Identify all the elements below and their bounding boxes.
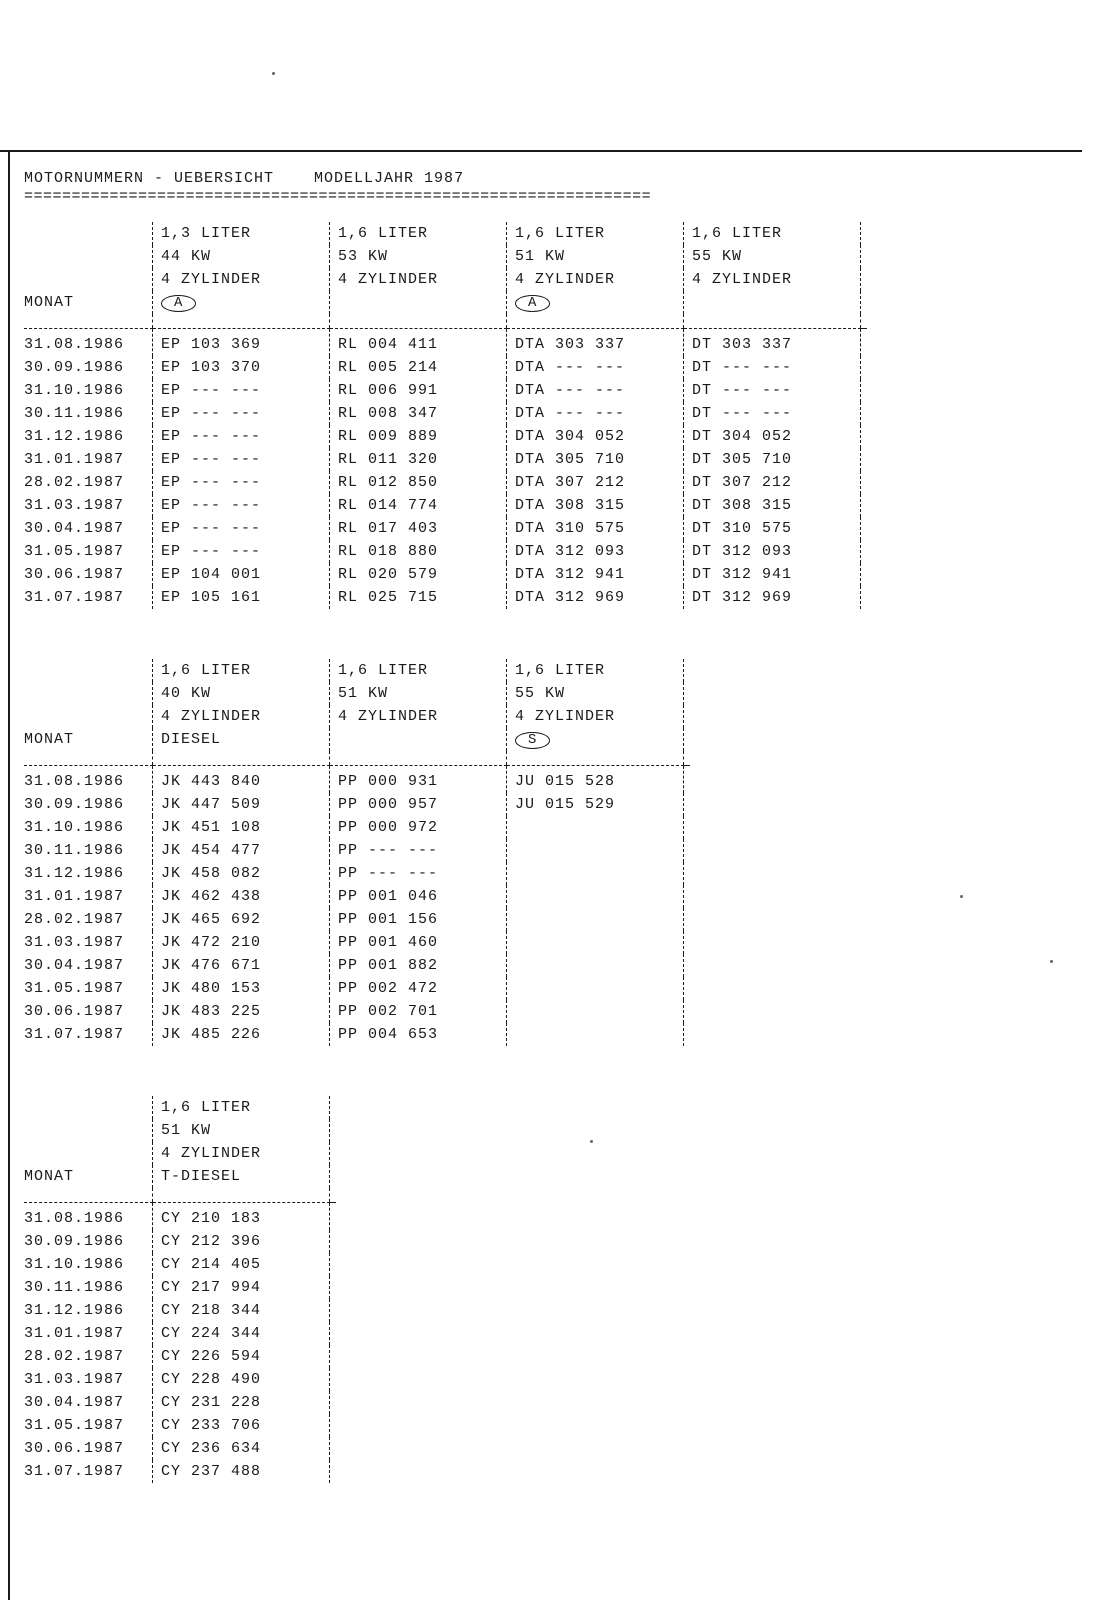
engine-number-cell: PP 001 156 <box>330 908 507 931</box>
engine-number-cell: DTA 308 315 <box>507 494 684 517</box>
table-row <box>24 448 867 471</box>
table-row <box>24 1230 336 1253</box>
table-row <box>24 1023 690 1046</box>
engine-number-cell: EP --- --- <box>153 448 330 471</box>
engine-number-cell: CY 224 344 <box>153 1322 330 1345</box>
table-row <box>24 862 690 885</box>
table-row <box>24 931 690 954</box>
engine-number-cell: DT --- --- <box>684 356 861 379</box>
engine-number-cell: DT --- --- <box>684 402 861 425</box>
engine-number-cell: PP 002 472 <box>330 977 507 1000</box>
column-header-line3: 4 ZYLINDER <box>507 268 684 291</box>
engine-number-cell: JK 480 153 <box>153 977 330 1000</box>
table-row <box>24 517 867 540</box>
engine-number-cell: EP --- --- <box>153 471 330 494</box>
engine-number-cell: EP 103 370 <box>153 356 330 379</box>
table-row <box>24 586 867 609</box>
month-date-cell: 31.01.1987 <box>24 1325 125 1342</box>
engine-number-cell: CY 226 594 <box>153 1345 330 1368</box>
engine-number-cell: DT 312 941 <box>684 563 861 586</box>
column-header-line2: 44 KW <box>153 245 330 268</box>
column-header-line1: 1,6 LITER <box>330 222 507 245</box>
month-date-cell: 31.10.1986 <box>24 1256 125 1273</box>
month-date-cell: 31.01.1987 <box>24 451 125 468</box>
column-header-line3: 4 ZYLINDER <box>153 1142 330 1165</box>
engine-number-cell: EP --- --- <box>153 540 330 563</box>
engine-number-cell: JU 015 529 <box>507 793 684 816</box>
table-row <box>24 1391 336 1414</box>
table-row <box>24 425 867 448</box>
engine-number-cell: DT 305 710 <box>684 448 861 471</box>
column-header-line2: 51 KW <box>153 1119 330 1142</box>
month-date-cell: 31.01.1987 <box>24 888 125 905</box>
column-header-line3: 4 ZYLINDER <box>330 705 507 728</box>
table-row <box>24 1322 336 1345</box>
engine-number-document <box>24 168 1064 1483</box>
engine-number-cell: RL 005 214 <box>330 356 507 379</box>
table-row <box>24 1368 336 1391</box>
month-date-cell: 28.02.1987 <box>24 911 125 928</box>
engine-number-cell: DTA 310 575 <box>507 517 684 540</box>
month-date-cell: 31.03.1987 <box>24 497 125 514</box>
engine-number-cell: JK 447 509 <box>153 793 330 816</box>
month-date-cell: 31.07.1987 <box>24 1026 125 1043</box>
engine-table-2 <box>24 659 1064 1046</box>
engine-number-cell <box>507 908 684 931</box>
engine-number-cell: PP 000 972 <box>330 816 507 839</box>
table-row <box>24 356 867 379</box>
month-date-cell: 30.04.1987 <box>24 520 125 537</box>
engine-number-cell: CY 212 396 <box>153 1230 330 1253</box>
column-header-line1: 1,6 LITER <box>153 659 330 682</box>
engine-number-cell: RL 018 880 <box>330 540 507 563</box>
month-date-cell: 30.11.1986 <box>24 405 125 422</box>
month-date-cell: 30.09.1986 <box>24 359 125 376</box>
engine-number-cell: PP 001 046 <box>330 885 507 908</box>
table-row <box>24 977 690 1000</box>
engine-number-cell: CY 217 994 <box>153 1276 330 1299</box>
engine-number-cell: EP --- --- <box>153 379 330 402</box>
left-border-rule <box>8 150 10 1600</box>
table-row <box>24 908 690 931</box>
column-header-line2: 51 KW <box>507 245 684 268</box>
table-row <box>24 816 690 839</box>
month-date-cell: 30.09.1986 <box>24 1233 125 1250</box>
table-row <box>24 1253 336 1276</box>
engine-table-1 <box>24 222 1064 609</box>
month-date-cell: 31.05.1987 <box>24 980 125 997</box>
table-row <box>24 1414 336 1437</box>
column-header-line4: DIESEL <box>153 728 330 751</box>
engine-number-cell: EP --- --- <box>153 402 330 425</box>
engine-number-cell: RL 020 579 <box>330 563 507 586</box>
engine-number-cell: RL 004 411 <box>330 329 507 357</box>
engine-number-cell: DTA --- --- <box>507 402 684 425</box>
table-row <box>24 1000 690 1023</box>
engine-number-cell: DT 307 212 <box>684 471 861 494</box>
variant-badge: A <box>515 295 550 312</box>
column-header-line2: 55 KW <box>684 245 861 268</box>
engine-number-cell: DTA 307 212 <box>507 471 684 494</box>
column-header-line1: 1,6 LITER <box>330 659 507 682</box>
month-date-cell: 31.08.1986 <box>24 773 125 790</box>
engine-number-cell <box>507 839 684 862</box>
engine-number-cell: PP 004 653 <box>330 1023 507 1046</box>
title-underline: ================================================================== <box>24 190 652 205</box>
engine-number-cell: DT --- --- <box>684 379 861 402</box>
column-header-line3: 4 ZYLINDER <box>153 268 330 291</box>
table-row <box>24 379 867 402</box>
month-date-cell: 31.07.1987 <box>24 1463 125 1480</box>
column-header-line3: 4 ZYLINDER <box>684 268 861 291</box>
engine-number-cell: PP --- --- <box>330 839 507 862</box>
engine-number-cell <box>507 816 684 839</box>
month-date-cell: 28.02.1987 <box>24 1348 125 1365</box>
engine-number-cell: PP 001 882 <box>330 954 507 977</box>
engine-number-cell: RL 012 850 <box>330 471 507 494</box>
table-row <box>24 494 867 517</box>
engine-number-cell: JK 465 692 <box>153 908 330 931</box>
month-column-label: MONAT <box>24 294 75 311</box>
month-date-cell: 30.06.1987 <box>24 566 125 583</box>
engine-number-cell: EP 105 161 <box>153 586 330 609</box>
engine-number-cell: JK 483 225 <box>153 1000 330 1023</box>
month-date-cell: 30.06.1987 <box>24 1440 125 1457</box>
engine-number-cell: JK 458 082 <box>153 862 330 885</box>
month-date-cell: 31.08.1986 <box>24 336 125 353</box>
engine-number-cell: RL 014 774 <box>330 494 507 517</box>
engine-number-cell: PP 000 931 <box>330 766 507 794</box>
engine-number-cell: CY 231 228 <box>153 1391 330 1414</box>
month-date-cell: 30.09.1986 <box>24 796 125 813</box>
engine-number-cell: RL 011 320 <box>330 448 507 471</box>
month-column-label: MONAT <box>24 1168 75 1185</box>
engine-number-cell: PP 001 460 <box>330 931 507 954</box>
engine-number-cell: DTA 305 710 <box>507 448 684 471</box>
engine-number-cell <box>507 1023 684 1046</box>
engine-number-cell: DTA 303 337 <box>507 329 684 357</box>
month-date-cell: 31.07.1987 <box>24 589 125 606</box>
month-date-cell: 30.04.1987 <box>24 1394 125 1411</box>
table-row <box>24 793 690 816</box>
engine-number-cell: CY 233 706 <box>153 1414 330 1437</box>
column-header-line1: 1,6 LITER <box>153 1096 330 1119</box>
month-date-cell: 30.11.1986 <box>24 1279 125 1296</box>
engine-number-cell: CY 214 405 <box>153 1253 330 1276</box>
engine-number-cell: CY 218 344 <box>153 1299 330 1322</box>
engine-number-cell: JK 476 671 <box>153 954 330 977</box>
table-row <box>24 1203 336 1231</box>
engine-number-cell: JK 462 438 <box>153 885 330 908</box>
column-header-line3: 4 ZYLINDER <box>330 268 507 291</box>
month-date-cell: 30.06.1987 <box>24 1003 125 1020</box>
column-header-line1: 1,6 LITER <box>684 222 861 245</box>
month-column-label: MONAT <box>24 731 75 748</box>
month-date-cell: 31.12.1986 <box>24 428 125 445</box>
engine-number-cell: EP --- --- <box>153 425 330 448</box>
engine-number-cell: DTA 312 941 <box>507 563 684 586</box>
table-row <box>24 885 690 908</box>
table-row <box>24 1276 336 1299</box>
table-row <box>24 563 867 586</box>
column-header-line2: 40 KW <box>153 682 330 705</box>
engine-number-cell: JK 472 210 <box>153 931 330 954</box>
table-row <box>24 329 867 357</box>
engine-number-cell: JK 454 477 <box>153 839 330 862</box>
table-row <box>24 1345 336 1368</box>
engine-number-cell: DTA 304 052 <box>507 425 684 448</box>
engine-number-cell: PP --- --- <box>330 862 507 885</box>
column-header-line1: 1,6 LITER <box>507 659 684 682</box>
column-header-line3: 4 ZYLINDER <box>507 705 684 728</box>
table-row <box>24 1460 336 1483</box>
engine-number-cell: EP 104 001 <box>153 563 330 586</box>
month-date-cell: 31.05.1987 <box>24 543 125 560</box>
engine-number-cell <box>507 954 684 977</box>
engine-number-cell <box>507 862 684 885</box>
engine-number-cell <box>507 977 684 1000</box>
month-date-cell: 31.10.1986 <box>24 382 125 399</box>
engine-number-cell: DTA 312 969 <box>507 586 684 609</box>
engine-number-cell: RL 008 347 <box>330 402 507 425</box>
engine-number-cell: RL 009 889 <box>330 425 507 448</box>
engine-number-cell: EP 103 369 <box>153 329 330 357</box>
month-date-cell: 31.03.1987 <box>24 1371 125 1388</box>
column-header-line1: 1,6 LITER <box>507 222 684 245</box>
engine-number-cell: DT 312 093 <box>684 540 861 563</box>
engine-number-cell: DTA --- --- <box>507 379 684 402</box>
engine-number-cell <box>507 885 684 908</box>
engine-number-cell: DTA 312 093 <box>507 540 684 563</box>
month-date-cell: 31.12.1986 <box>24 1302 125 1319</box>
engine-number-cell: CY 236 634 <box>153 1437 330 1460</box>
column-header-line1: 1,3 LITER <box>153 222 330 245</box>
table-row <box>24 839 690 862</box>
engine-number-cell: CY 237 488 <box>153 1460 330 1483</box>
engine-number-cell: EP --- --- <box>153 494 330 517</box>
engine-number-cell: DTA --- --- <box>507 356 684 379</box>
engine-number-cell: DT 312 969 <box>684 586 861 609</box>
table-row <box>24 954 690 977</box>
table-row <box>24 471 867 494</box>
table-row <box>24 1437 336 1460</box>
engine-number-cell: RL 017 403 <box>330 517 507 540</box>
engine-number-cell: JK 485 226 <box>153 1023 330 1046</box>
month-date-cell: 31.03.1987 <box>24 934 125 951</box>
engine-number-cell: PP 002 701 <box>330 1000 507 1023</box>
column-header-line2: 55 KW <box>507 682 684 705</box>
engine-number-cell: JK 443 840 <box>153 766 330 794</box>
month-date-cell: 31.05.1987 <box>24 1417 125 1434</box>
table-row <box>24 766 690 794</box>
engine-number-cell: JK 451 108 <box>153 816 330 839</box>
month-date-cell: 31.08.1986 <box>24 1210 125 1227</box>
scan-speck <box>272 72 275 75</box>
top-border-rule <box>0 150 1082 152</box>
engine-number-cell <box>507 1000 684 1023</box>
engine-number-cell: RL 006 991 <box>330 379 507 402</box>
engine-table-3 <box>24 1096 1064 1483</box>
table-row <box>24 1299 336 1322</box>
engine-number-cell: JU 015 528 <box>507 766 684 794</box>
column-header-line3: 4 ZYLINDER <box>153 705 330 728</box>
column-header-line4: T-DIESEL <box>153 1165 330 1188</box>
engine-number-cell: DT 303 337 <box>684 329 861 357</box>
engine-number-cell: DT 304 052 <box>684 425 861 448</box>
engine-number-cell: RL 025 715 <box>330 586 507 609</box>
column-header-line2: 53 KW <box>330 245 507 268</box>
engine-number-cell: DT 308 315 <box>684 494 861 517</box>
month-date-cell: 31.10.1986 <box>24 819 125 836</box>
engine-number-cell: CY 210 183 <box>153 1203 330 1231</box>
engine-number-cell: EP --- --- <box>153 517 330 540</box>
month-date-cell: 30.04.1987 <box>24 957 125 974</box>
engine-number-cell <box>507 931 684 954</box>
document-title: MOTORNUMMERN - UEBERSICHT MODELLJAHR 1987 <box>24 170 465 187</box>
month-date-cell: 31.12.1986 <box>24 865 125 882</box>
month-date-cell: 30.11.1986 <box>24 842 125 859</box>
variant-badge: S <box>515 732 550 749</box>
table-row <box>24 540 867 563</box>
month-date-cell: 28.02.1987 <box>24 474 125 491</box>
variant-badge: A <box>161 295 196 312</box>
engine-number-cell: CY 228 490 <box>153 1368 330 1391</box>
engine-number-cell: DT 310 575 <box>684 517 861 540</box>
column-header-line2: 51 KW <box>330 682 507 705</box>
engine-number-cell: PP 000 957 <box>330 793 507 816</box>
table-row <box>24 402 867 425</box>
